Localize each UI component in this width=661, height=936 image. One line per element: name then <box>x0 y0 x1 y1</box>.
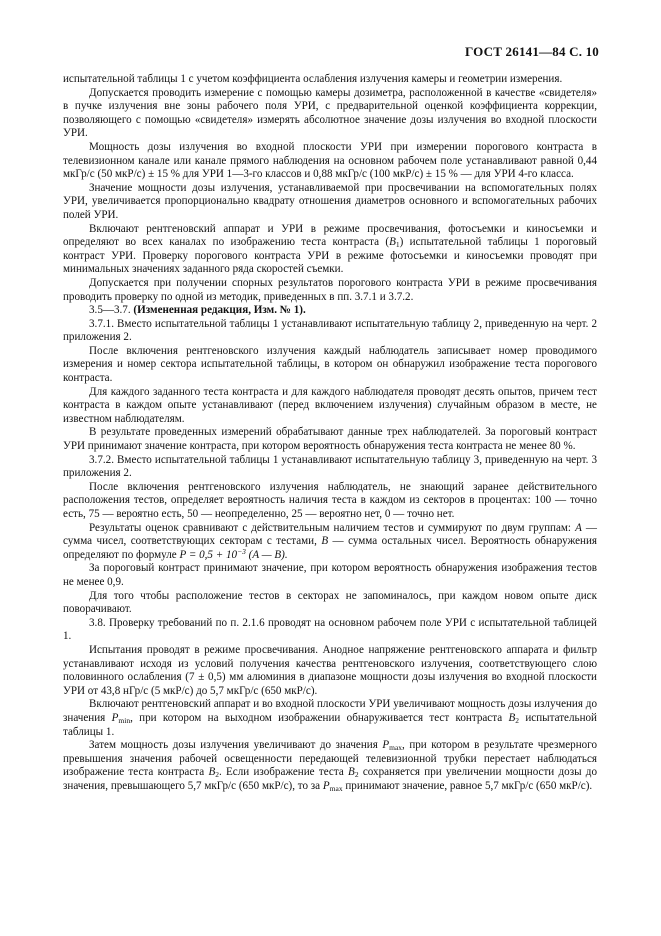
paragraph: После включения рентгеновского излучения каждый наблюдатель записывает номер проводимого измерения и номер сектора испытательной таблицы, в котором он обнаружил изображение теста порогового контраста. <box>63 344 597 385</box>
page-header: ГОСТ 26141—84 С. 10 <box>465 44 599 59</box>
paragraph: За пороговый контраст принимают значение, при котором вероятность обнаружения изображения тестов не менее 0,9. <box>63 562 597 588</box>
paragraph: 3.7.1. Вместо испытательной таблицы 1 устанавливают испытательную таблицу 2, приведенную на черт. 2 приложения 2. <box>63 317 597 344</box>
paragraph: Для того чтобы расположение тестов в секторах не запоминалось, при каждом новом опыте диск поворачивают. <box>63 589 597 616</box>
paragraph: 3.8. Проверку требований по п. 2.1.6 проводят на основном рабочем поле УРИ с испытательной таблицей 1. <box>63 616 597 643</box>
document-body <box>63 73 597 793</box>
paragraph: В результате проведенных измерений обрабатывают данные трех наблюдателей. За пороговый контраст УРИ принимают значение контраста, при котором вероятность обнаружения теста контраста не менее 80 %. <box>63 426 597 453</box>
paragraph: Допускается проводить измерение с помощью камеры дозиметра, расположенной в качестве «свидетеля» в пучке излучения вне зоны рабочего поля УРИ, с предварительной оценкой коэффициента коррекции, позволяющего с помощью «свидетеля» измерять абсолютное значение дозы излучения во входной плоскости УРИ. <box>63 86 597 140</box>
amendment-note: (Измененная редакция, Изм. № 1). <box>133 304 306 317</box>
paragraph: Мощность дозы излучения во входной плоскости УРИ при измерении порогового контраста в телевизионном канале или канале прямого наблюдения на основном рабочем поле устанавливают равной 0,44 мкГр/с (50 мкР/с) ± 15 % для УРИ 1—3-го классов и 0,88 мкГр/с (100 мкР/с) ± 15 % — для УРИ 4-го класса. <box>63 140 597 181</box>
paragraph: Испытания проводят в режиме просвечивания. Анодное напряжение рентгеновского аппарата и фильтр устанавливают исходя из условий получения качества рентгеновского излучения, соответствующего слою половинного ослабления (7 ± 0,5) мм алюминия в диапазоне мощности дозы излучения во входной плоскости УРИ от 43,8 нГр/с (5 мкР/с) до 5,7 мкГр/с (650 мкР/с). <box>63 643 597 697</box>
paragraph: Допускается при получении спорных результатов порогового контраста УРИ в режиме просвечивания проводить проверку по одной из методик, приведенных в пп. 3.7.1 и 3.7.2. <box>63 276 597 303</box>
paragraph: Включают рентгеновский аппарат и во входной плоскости УРИ увеличивают мощность дозы излучения до значения $P_{min}$, при котором на выходном изображении обнаруживается тест контраста $B_2$ испытательной таблицы 1. <box>63 698 597 738</box>
paragraph: После включения рентгеновского излучения наблюдатель, не знающий заранее действительного расположения тестов, определяет вероятность наличия теста в каждом из секторов в процентах: 100 — точно есть, 75 — вероятно есть, 50 — неопределенно, 25 — вероятно нет, 0 — точно нет. <box>63 480 597 520</box>
paragraph: Затем мощность дозы излучения увеличивают до значения $P_{max}$, при котором в результате чрезмерного превышения значения рабочей освещенности передающей телевизионной трубки перестает наблюдаться изображение теста контраста $B_2$. Если изображение теста $B_2$ сохраняется при увеличении мощности дозы до значения, превышающего 5,7 мкГр/с (650 мкР/с), то за $P_{max}$ принимают значение, равное 5,7 мкГр/с (650 мкР/с). <box>63 739 598 793</box>
paragraph: Результаты оценок сравнивают с действительным наличием тестов и суммируют по двум группам: A — сумма чисел, соответствующих секторам с тестами, B — сумма остальных чисел. Вероятность обнаружения определяют по формуле $P = 0,5 + 10^{-3}$ (A — B). <box>63 521 598 561</box>
paragraph: испытательной таблицы 1 с учетом коэффициента ослабления излучения камеры и геометрии измерения. <box>63 73 563 85</box>
probability-formula: $P = 0,5 + 10^{-3}$ (A — B). <box>179 546 288 561</box>
paragraph: Включают рентгеновский аппарат и УРИ в режиме просвечивания, фотосъемки и киносъемки и определяют во всех каналах по изображению теста контраста $(B_1)$ испытательной таблицы 1 пороговый контраст УРИ. Проверку порогового контраста УРИ в режиме фотосъемки и киносъемки проводят при минимальных значениях заданного ряда скоростей съемки. <box>63 222 597 276</box>
paragraph: 3.7.2. Вместо испытательной таблицы 1 устанавливают испытательную таблицу 3, приведенную на черт. 3 приложения 2. <box>63 453 597 480</box>
paragraph: Значение мощности дозы излучения, устанавливаемой при просвечивании на вспомогательных полях УРИ, увеличивается пропорционально квадрату отношения диаметров основного и вспомогательных рабочих полей УРИ. <box>63 181 597 221</box>
paragraph: 3.5—3.7. (Измененная редакция, Изм. № 1). <box>89 304 306 317</box>
paragraph: Для каждого заданного теста контраста и для каждого наблюдателя проводят десять опытов, причем тест контраста в каждом опыте устанавливают (перед включением излучения) случайным образом в месте, не известном наблюдателям. <box>63 385 597 425</box>
